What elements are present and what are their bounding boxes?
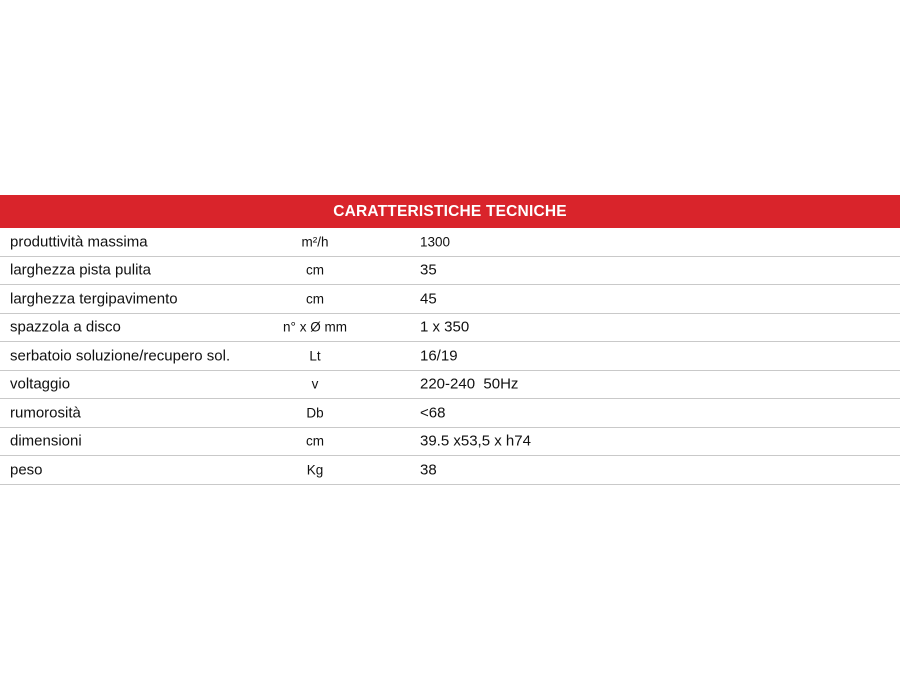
row-value: 38	[420, 461, 437, 479]
row-unit: Db	[306, 405, 324, 421]
table-row	[0, 314, 900, 343]
row-value: 1300	[420, 234, 451, 250]
row-unit: m²/h	[301, 234, 329, 250]
row-value: 1 x 350	[420, 318, 470, 336]
table-row	[0, 285, 900, 314]
row-unit: cm	[306, 433, 324, 449]
table-row	[0, 399, 900, 428]
spec-table	[0, 195, 900, 485]
row-label: larghezza tergipavimento	[10, 290, 178, 308]
row-value: 45	[420, 290, 437, 308]
row-value: 39.5 x53,5 x h74	[420, 432, 531, 450]
spec-table-header	[0, 195, 900, 228]
row-value: <68	[420, 404, 446, 422]
row-unit: n° x Ø mm	[283, 319, 347, 335]
row-label: produttività massima	[10, 233, 148, 251]
row-unit: cm	[306, 262, 324, 278]
table-row	[0, 257, 900, 286]
row-label: spazzola a disco	[10, 318, 121, 336]
table-row	[0, 371, 900, 400]
table-row	[0, 456, 900, 485]
row-unit: cm	[306, 291, 324, 307]
table-row	[0, 228, 900, 257]
table-row	[0, 428, 900, 457]
row-label: rumorosità	[10, 404, 81, 422]
row-label: peso	[10, 461, 43, 479]
row-label: larghezza pista pulita	[10, 261, 151, 279]
row-value: 220-240 50Hz	[420, 375, 519, 393]
row-label: serbatoio soluzione/recupero sol.	[10, 347, 231, 365]
row-label: voltaggio	[10, 375, 71, 393]
row-unit: v	[311, 376, 319, 392]
row-unit: Kg	[306, 462, 324, 478]
table-row	[0, 342, 900, 371]
row-label: dimensioni	[10, 432, 82, 450]
row-value: 35	[420, 261, 437, 279]
spec-table-title: CARATTERISTICHE TECNICHE	[333, 202, 567, 220]
row-unit: Lt	[309, 348, 321, 364]
row-value: 16/19	[420, 347, 458, 365]
